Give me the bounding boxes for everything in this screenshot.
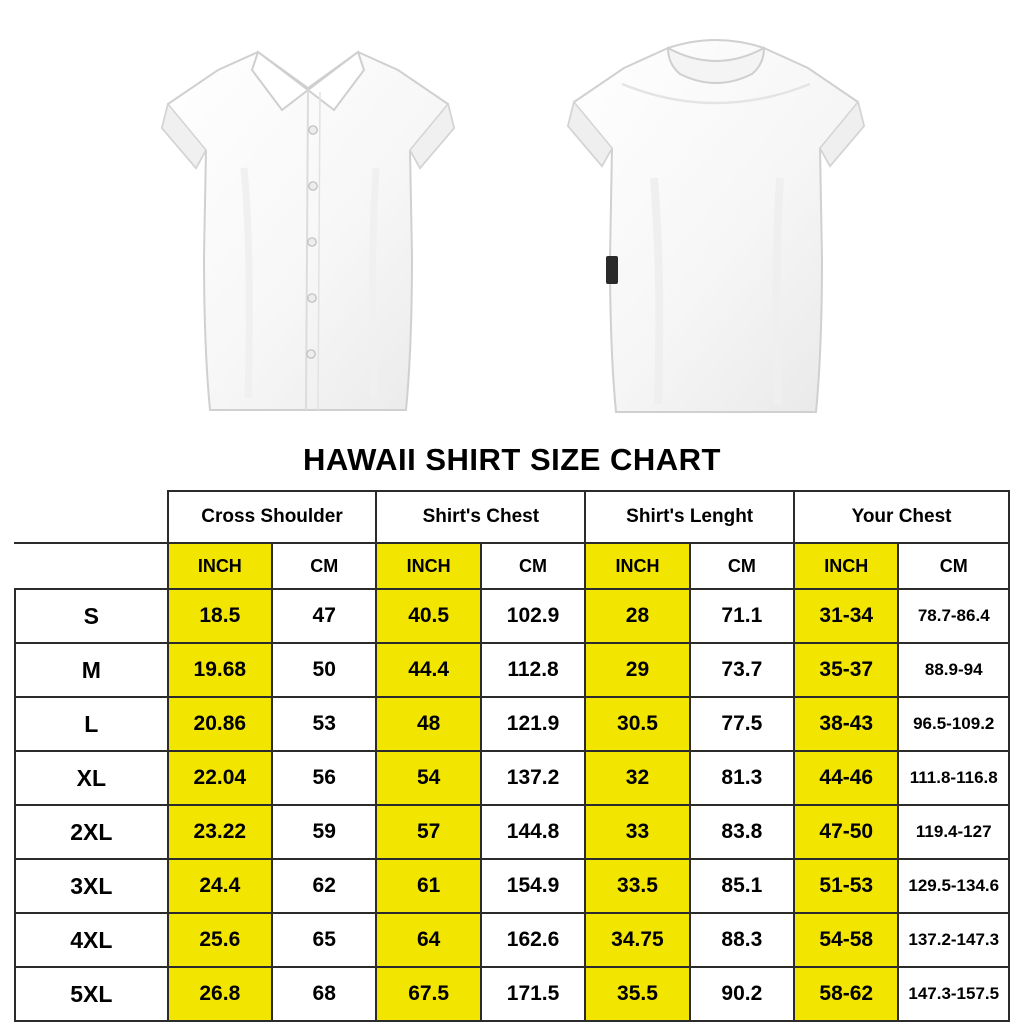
size-chart-table bbox=[14, 490, 1010, 1022]
unit-chest-inch: INCH bbox=[376, 543, 480, 589]
table-row bbox=[15, 967, 1009, 1021]
cell-your-chest-cm: 137.2-147.3 bbox=[898, 913, 1009, 967]
cell-cross-shoulder-inch: 26.8 bbox=[168, 967, 272, 1021]
cell-your-chest-inch: 31-34 bbox=[794, 589, 898, 643]
shirt-front-image bbox=[148, 18, 468, 418]
shirt-illustrations bbox=[0, 0, 1024, 440]
cell-cross-shoulder-inch: 23.22 bbox=[168, 805, 272, 859]
cell-length-cm: 85.1 bbox=[690, 859, 794, 913]
cell-length-cm: 90.2 bbox=[690, 967, 794, 1021]
cell-cross-shoulder-inch: 24.4 bbox=[168, 859, 272, 913]
cell-your-chest-inch: 58-62 bbox=[794, 967, 898, 1021]
cell-length-inch: 30.5 bbox=[585, 697, 689, 751]
table-row bbox=[15, 805, 1009, 859]
cell-cross-shoulder-cm: 50 bbox=[272, 643, 376, 697]
cell-your-chest-cm: 111.8-116.8 bbox=[898, 751, 1009, 805]
cell-length-cm: 77.5 bbox=[690, 697, 794, 751]
size-table-container bbox=[0, 490, 1024, 1030]
table-row bbox=[15, 589, 1009, 643]
header-group-your-chest: Your Chest bbox=[794, 491, 1009, 543]
cell-your-chest-inch: 47-50 bbox=[794, 805, 898, 859]
unit-corner-blank bbox=[15, 543, 168, 589]
row-size-label: S bbox=[15, 589, 168, 643]
cell-chest-inch: 64 bbox=[376, 913, 480, 967]
cell-chest-inch: 57 bbox=[376, 805, 480, 859]
cell-length-inch: 35.5 bbox=[585, 967, 689, 1021]
cell-cross-shoulder-cm: 65 bbox=[272, 913, 376, 967]
cell-your-chest-cm: 88.9-94 bbox=[898, 643, 1009, 697]
unit-your-chest-cm: CM bbox=[898, 543, 1009, 589]
cell-chest-cm: 162.6 bbox=[481, 913, 585, 967]
cell-chest-inch: 61 bbox=[376, 859, 480, 913]
cell-your-chest-inch: 54-58 bbox=[794, 913, 898, 967]
cell-cross-shoulder-inch: 20.86 bbox=[168, 697, 272, 751]
shirt-back-image bbox=[556, 18, 876, 418]
cell-length-inch: 29 bbox=[585, 643, 689, 697]
header-group-shirts-length: Shirt's Lenght bbox=[585, 491, 794, 543]
cell-cross-shoulder-cm: 47 bbox=[272, 589, 376, 643]
cell-cross-shoulder-cm: 59 bbox=[272, 805, 376, 859]
table-group-header-row bbox=[15, 491, 1009, 543]
cell-cross-shoulder-inch: 22.04 bbox=[168, 751, 272, 805]
table-row bbox=[15, 751, 1009, 805]
cell-length-cm: 88.3 bbox=[690, 913, 794, 967]
cell-your-chest-inch: 44-46 bbox=[794, 751, 898, 805]
unit-cross-shoulder-inch: INCH bbox=[168, 543, 272, 589]
unit-cross-shoulder-cm: CM bbox=[272, 543, 376, 589]
cell-length-inch: 34.75 bbox=[585, 913, 689, 967]
cell-chest-cm: 154.9 bbox=[481, 859, 585, 913]
cell-your-chest-cm: 147.3-157.5 bbox=[898, 967, 1009, 1021]
table-row bbox=[15, 913, 1009, 967]
cell-length-inch: 33.5 bbox=[585, 859, 689, 913]
cell-cross-shoulder-cm: 68 bbox=[272, 967, 376, 1021]
cell-chest-cm: 144.8 bbox=[481, 805, 585, 859]
unit-chest-cm: CM bbox=[481, 543, 585, 589]
cell-cross-shoulder-cm: 62 bbox=[272, 859, 376, 913]
cell-chest-inch: 44.4 bbox=[376, 643, 480, 697]
page-title: HAWAII SHIRT SIZE CHART bbox=[303, 442, 721, 477]
row-size-label: 4XL bbox=[15, 913, 168, 967]
cell-chest-cm: 171.5 bbox=[481, 967, 585, 1021]
cell-length-inch: 33 bbox=[585, 805, 689, 859]
cell-your-chest-inch: 38-43 bbox=[794, 697, 898, 751]
cell-length-cm: 81.3 bbox=[690, 751, 794, 805]
table-unit-header-row bbox=[15, 543, 1009, 589]
cell-your-chest-inch: 51-53 bbox=[794, 859, 898, 913]
row-size-label: 5XL bbox=[15, 967, 168, 1021]
header-group-cross-shoulder: Cross Shoulder bbox=[168, 491, 377, 543]
cell-your-chest-cm: 119.4-127 bbox=[898, 805, 1009, 859]
cell-chest-inch: 40.5 bbox=[376, 589, 480, 643]
cell-cross-shoulder-inch: 19.68 bbox=[168, 643, 272, 697]
cell-chest-cm: 121.9 bbox=[481, 697, 585, 751]
unit-length-inch: INCH bbox=[585, 543, 689, 589]
cell-length-inch: 32 bbox=[585, 751, 689, 805]
header-group-shirts-chest: Shirt's Chest bbox=[376, 491, 585, 543]
row-size-label: 3XL bbox=[15, 859, 168, 913]
row-size-label: M bbox=[15, 643, 168, 697]
cell-cross-shoulder-inch: 25.6 bbox=[168, 913, 272, 967]
cell-chest-cm: 102.9 bbox=[481, 589, 585, 643]
cell-cross-shoulder-inch: 18.5 bbox=[168, 589, 272, 643]
cell-chest-inch: 48 bbox=[376, 697, 480, 751]
cell-your-chest-cm: 96.5-109.2 bbox=[898, 697, 1009, 751]
cell-your-chest-cm: 129.5-134.6 bbox=[898, 859, 1009, 913]
header-corner-blank bbox=[15, 491, 168, 543]
cell-chest-cm: 112.8 bbox=[481, 643, 585, 697]
cell-chest-cm: 137.2 bbox=[481, 751, 585, 805]
unit-your-chest-inch: INCH bbox=[794, 543, 898, 589]
cell-length-cm: 71.1 bbox=[690, 589, 794, 643]
cell-length-cm: 73.7 bbox=[690, 643, 794, 697]
cell-chest-inch: 54 bbox=[376, 751, 480, 805]
table-row bbox=[15, 697, 1009, 751]
table-row bbox=[15, 643, 1009, 697]
unit-length-cm: CM bbox=[690, 543, 794, 589]
row-size-label: XL bbox=[15, 751, 168, 805]
row-size-label: L bbox=[15, 697, 168, 751]
cell-your-chest-inch: 35-37 bbox=[794, 643, 898, 697]
cell-length-inch: 28 bbox=[585, 589, 689, 643]
cell-cross-shoulder-cm: 56 bbox=[272, 751, 376, 805]
table-row bbox=[15, 859, 1009, 913]
cell-your-chest-cm: 78.7-86.4 bbox=[898, 589, 1009, 643]
cell-cross-shoulder-cm: 53 bbox=[272, 697, 376, 751]
cell-chest-inch: 67.5 bbox=[376, 967, 480, 1021]
row-size-label: 2XL bbox=[15, 805, 168, 859]
cell-length-cm: 83.8 bbox=[690, 805, 794, 859]
